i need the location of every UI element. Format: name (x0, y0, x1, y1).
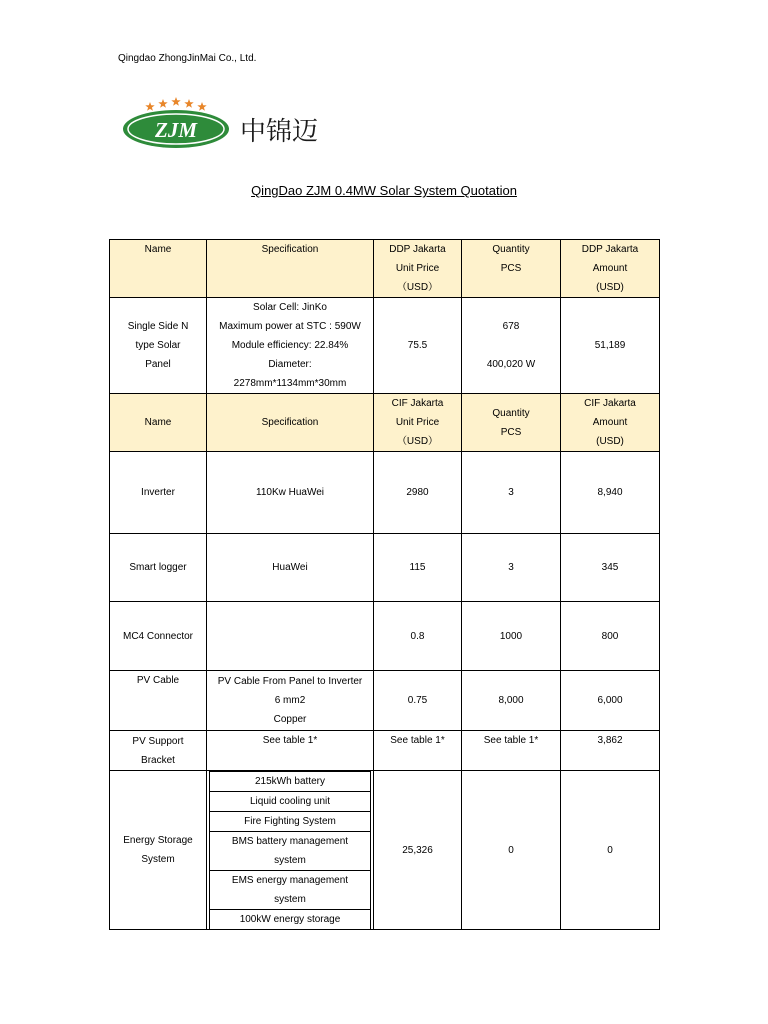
item-quantity: 0 (462, 771, 561, 930)
item-quantity: 3 (462, 534, 561, 602)
table-row (110, 602, 660, 671)
header-name: Name (110, 240, 207, 298)
table-header-cif (110, 394, 660, 452)
header-amount: CIF Jakarta Amount (USD) (561, 394, 660, 452)
header-name: Name (110, 394, 207, 452)
item-quantity: 678 400,020 W (462, 298, 561, 394)
item-price: 25,326 (374, 771, 462, 930)
page-title: QingDao ZJM 0.4MW Solar System Quotation (251, 183, 517, 198)
table-row (110, 671, 660, 731)
item-amount: 6,000 (561, 671, 660, 731)
item-name: Single Side N type Solar Panel (110, 298, 207, 394)
header-quantity: Quantity PCS (462, 240, 561, 298)
table-row (110, 298, 660, 394)
item-amount: 800 (561, 602, 660, 671)
item-price: 2980 (374, 452, 462, 534)
header-quantity: Quantity PCS (462, 394, 561, 452)
header-unit-price: CIF Jakarta Unit Price （USD） (374, 394, 462, 452)
item-spec (207, 771, 374, 930)
item-quantity: 8,000 (462, 671, 561, 731)
quotation-table (109, 239, 660, 930)
item-spec: HuaWei (207, 534, 374, 602)
item-spec: See table 1* (207, 731, 374, 771)
item-name: PV Cable (110, 671, 207, 731)
star-icon (145, 97, 206, 111)
header-spec: Specification (207, 394, 374, 452)
logo-abbr: ZJM (155, 118, 197, 142)
table-row (110, 534, 660, 602)
item-quantity: 3 (462, 452, 561, 534)
table-row (110, 771, 660, 930)
header-amount: DDP Jakarta Amount (USD) (561, 240, 660, 298)
table-header-ddp (110, 240, 660, 298)
item-price: 0.8 (374, 602, 462, 671)
item-spec: Solar Cell: JinKo Maximum power at STC : 590W Module efficiency: 22.84% Diameter: 2278mm*1134mm*30mm (207, 298, 374, 394)
item-price: 75.5 (374, 298, 462, 394)
list-item: 100kW energy storage (210, 910, 371, 930)
item-spec: 110Kw HuaWei (207, 452, 374, 534)
list-item: Liquid cooling unit (210, 792, 371, 812)
item-spec (207, 602, 374, 671)
item-name: Smart logger (110, 534, 207, 602)
item-amount: 345 (561, 534, 660, 602)
table-row (110, 452, 660, 534)
item-name: Inverter (110, 452, 207, 534)
item-quantity: See table 1* (462, 731, 561, 771)
item-quantity: 1000 (462, 602, 561, 671)
logo-chinese-name: 中锦迈 (240, 117, 319, 147)
item-name: Energy Storage System (110, 771, 207, 930)
list-item: EMS energy management system (210, 871, 371, 910)
item-price: See table 1* (374, 731, 462, 771)
item-amount: 8,940 (561, 452, 660, 534)
item-amount: 0 (561, 771, 660, 930)
list-item: 215kWh battery (210, 772, 371, 792)
list-item: Fire Fighting System (210, 812, 371, 832)
item-spec: PV Cable From Panel to Inverter 6 mm2 Copper (207, 671, 374, 731)
header-unit-price: DDP Jakarta Unit Price （USD） (374, 240, 462, 298)
company-logo (116, 93, 366, 155)
header-spec: Specification (207, 240, 374, 298)
item-amount: 51,189 (561, 298, 660, 394)
storage-components-list (209, 771, 371, 929)
item-price: 115 (374, 534, 462, 602)
list-item: BMS battery management system (210, 832, 371, 871)
item-amount: 3,862 (561, 731, 660, 771)
table-row (110, 731, 660, 771)
company-name: Qingdao ZhongJinMai Co., Ltd. (118, 53, 257, 64)
item-name: MC4 Connector (110, 602, 207, 671)
item-name: PV Support Bracket (110, 731, 207, 771)
item-price: 0.75 (374, 671, 462, 731)
